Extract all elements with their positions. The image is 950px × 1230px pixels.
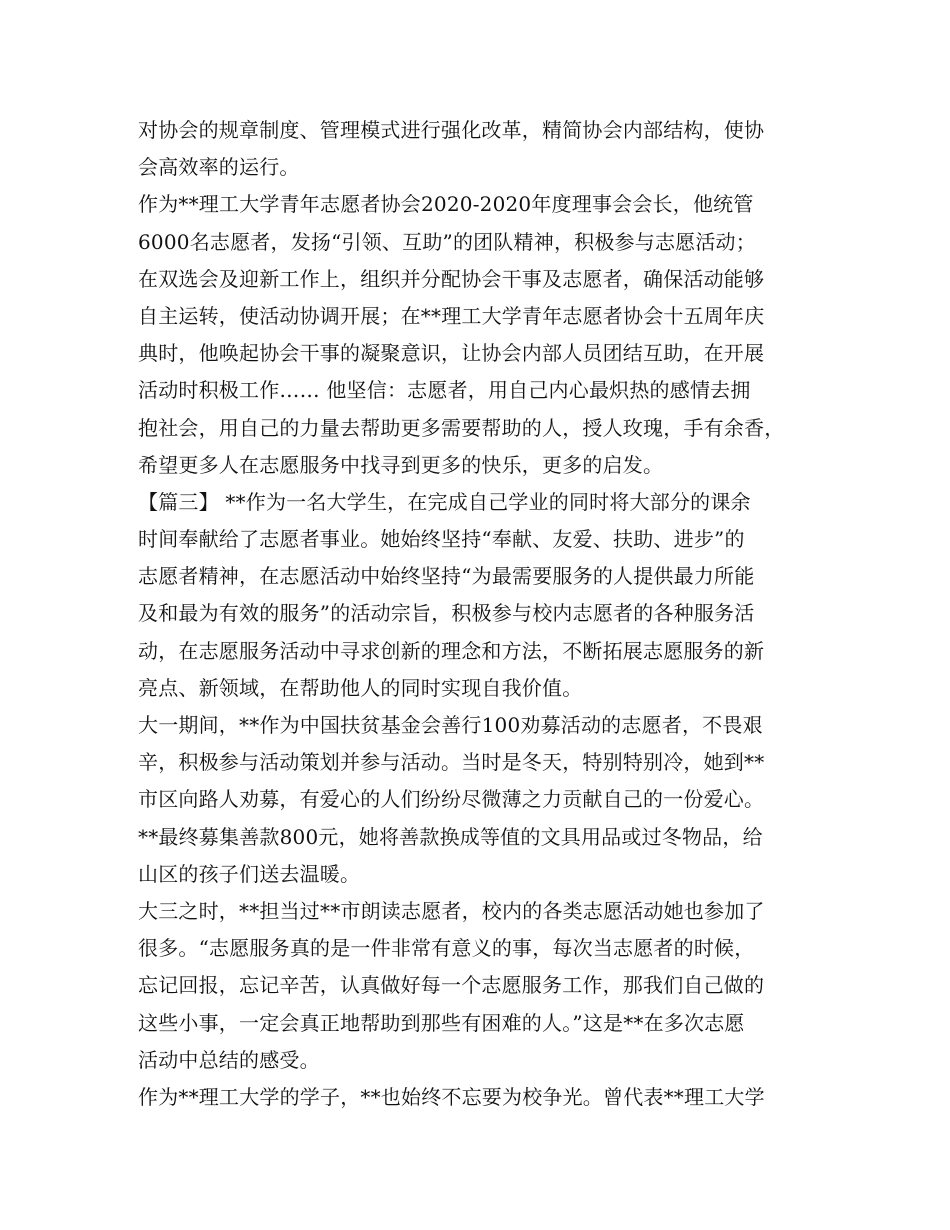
text-line: 这些小事，一定会真正地帮助到那些有困难的人。”这是**在多次志愿 bbox=[138, 1010, 745, 1035]
text-line: 大一期间，**作为中国扶贫基金会善行100劝募活动的志愿者，不畏艰 bbox=[138, 713, 763, 737]
text-line: 对协会的规章制度、管理模式进行强化改革，精简协会内部结构，使协 bbox=[138, 118, 765, 142]
text-line: 亮点、新领域，在帮助他人的同时实现自我价值。 bbox=[138, 675, 583, 700]
text-line: 在双选会及迎新工作上，组织并分配协会干事及志愿者，确保活动能够 bbox=[138, 266, 765, 291]
text-line: 及和最为有效的服务”的活动宗旨，积极参与校内志愿者的各种服务活 bbox=[138, 601, 755, 626]
text-line: 希望更多人在志愿服务中找寻到更多的快乐，更多的启发。 bbox=[138, 452, 664, 477]
text-line: 动，在志愿服务活动中寻求创新的理念和方法，不断拓展志愿服务的新 bbox=[138, 638, 765, 663]
text-line: 时间奉献给了志愿者事业。她始终坚持“奉献、友爱、扶助、进步”的 bbox=[138, 527, 745, 552]
text-line: 辛，积极参与活动策划并参与活动。当时是冬天，特别特别冷，她到** bbox=[138, 750, 765, 775]
text-line: 典时，他唤起协会干事的凝聚意识，让协会内部人员团结互助，在开展 bbox=[138, 341, 765, 366]
text-line: 忘记回报，忘记辛苦，认真做好每一个志愿服务工作，那我们自己做的 bbox=[138, 973, 765, 998]
text-line: 市区向路人劝募，有爱心的人们纷纷尽微薄之力贡献自己的一份爱心。 bbox=[138, 787, 765, 812]
text-line: 作为**理工大学青年志愿者协会2020-2020年度理事会会长，他统管 bbox=[138, 192, 754, 217]
text-line: 6000名志愿者，发扬“引领、互助”的团队精神，积极参与志愿活动； bbox=[138, 229, 756, 254]
text-line: 作为**理工大学的学子，**也始终不忘要为校争光。曾代表**理工大学 bbox=[138, 1084, 765, 1109]
text-line: 很多。“志愿服务真的是一件非常有意义的事，每次当志愿者的时候， bbox=[138, 936, 755, 961]
text-line: 大三之时，**担当过**市朗读志愿者，校内的各类志愿活动她也参加了 bbox=[138, 898, 765, 923]
text-line: 会高效率的运行。 bbox=[138, 155, 300, 180]
text-line: 抱社会，用自己的力量去帮助更多需要帮助的人，授人玫瑰，手有余香， bbox=[138, 415, 785, 440]
document-body bbox=[138, 112, 818, 1116]
text-line: 活动中总结的感受。 bbox=[138, 1047, 320, 1072]
text-line: 自主运转，使活动协调开展；在**理工大学青年志愿者协会十五周年庆 bbox=[138, 303, 765, 328]
text-line: 【篇三】 **作为一名大学生，在完成自己学业的同时将大部分的课余 bbox=[138, 489, 751, 514]
text-line: **最终募集善款800元，她将善款换成等值的文具用品或过冬物品，给 bbox=[138, 824, 763, 849]
text-line: 志愿者精神，在志愿活动中始终坚持“为最需要服务的人提供最力所能 bbox=[138, 564, 755, 589]
text-line: 活动时积极工作…… 他坚信：志愿者，用自己内心最炽热的感情去拥 bbox=[138, 378, 751, 403]
text-line: 山区的孩子们送去温暖。 bbox=[138, 861, 361, 886]
